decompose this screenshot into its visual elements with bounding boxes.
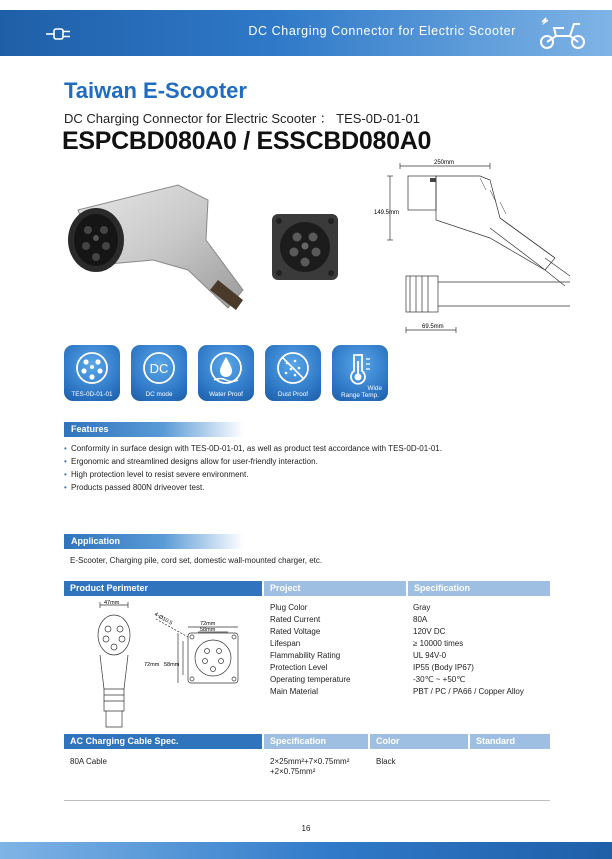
spec-value: 120V DC — [413, 627, 446, 636]
feature-label-dust: Dust Proof — [277, 391, 309, 398]
feature-item: • High protection level to resist severe environment. — [64, 468, 442, 481]
scooter-icon — [536, 14, 588, 50]
feature-icons — [64, 345, 388, 401]
dim-depth: 69.5mm — [422, 324, 444, 330]
spec-project: Plug Color — [270, 603, 308, 612]
spec-project: Lifespan — [270, 639, 301, 648]
features-heading: Features — [64, 422, 244, 437]
dim-perimeter-72: 72mm — [200, 621, 216, 627]
feature-icon-dust — [265, 345, 321, 401]
dim-perimeter-58b: 58mm — [164, 662, 180, 668]
brand-title: Taiwan E-Scooter — [64, 78, 247, 103]
feature-icon-dc — [131, 345, 187, 401]
plug-photo — [58, 160, 258, 310]
feature-label-water: Water Proof — [209, 391, 243, 398]
spec-values — [413, 602, 524, 698]
application-text: E-Scooter, Charging pile, cord set, domestic wall-mounted charger, etc. — [70, 556, 323, 565]
plug-icon — [44, 27, 74, 41]
cable-spec-line2: +2×0.75mm² — [270, 767, 316, 776]
spec-projects — [270, 602, 351, 698]
spec-project: Main Material — [270, 687, 319, 696]
feature-label-temp — [332, 385, 388, 399]
spec-col-project: Project — [264, 581, 406, 596]
divider — [64, 800, 550, 801]
spec-value: IP55 (Body IP67) — [413, 663, 474, 672]
cable-col-color: Color — [370, 734, 468, 749]
spec-value: ≥ 10000 times — [413, 639, 464, 648]
socket-photo — [270, 212, 340, 282]
spec-value: -30℃ ~ +50℃ — [413, 675, 466, 684]
header-band — [0, 10, 612, 56]
cable-spec-line1: 2×25mm²+7×0.75mm² — [270, 757, 350, 766]
cable-color: Black — [376, 757, 396, 766]
dim-perimeter-hole: 4-Ø10.5 — [153, 611, 174, 627]
dimension-drawing — [370, 158, 580, 338]
spec-value: 80A — [413, 615, 428, 624]
model-number: ESPCBD080A0 / ESSCBD080A0 — [62, 127, 432, 155]
spec-project: Rated Current — [270, 615, 321, 624]
spec-project: Protection Level — [270, 663, 328, 672]
application-heading: Application — [64, 534, 244, 549]
spec-col-specification: Specification — [408, 581, 550, 596]
feature-item: • Ergonomic and streamlined designs allow for user-friendly interaction. — [64, 455, 442, 468]
feature-icon-standard — [64, 345, 120, 401]
feature-label-dc: DC mode — [145, 391, 173, 398]
spec-project: Operating temperature — [270, 675, 351, 684]
feature-icon-water — [198, 345, 254, 401]
feature-label-temp-line1: Wide — [367, 385, 382, 392]
feature-icon-temp — [332, 345, 388, 401]
dim-perimeter-47: 47mm — [104, 600, 120, 606]
feature-label-standard: TES-0D-01-01 — [71, 391, 113, 398]
features-list — [64, 442, 442, 494]
cable-name: 80A Cable — [70, 757, 107, 766]
spec-col-perimeter: Product Perimeter — [64, 581, 262, 596]
dim-perimeter-72b: 72mm — [144, 662, 160, 668]
spec-project: Rated Voltage — [270, 627, 321, 636]
product-subtitle: DC Charging Connector for Electric Scooter ： TES-0D-01-01 — [64, 111, 420, 126]
cable-spec — [270, 757, 349, 777]
perimeter-drawing — [90, 599, 250, 734]
spec-value: Gray — [413, 603, 431, 612]
feature-item: • Products passed 800N driveover test. — [64, 481, 442, 494]
page-number: 16 — [301, 824, 311, 833]
feature-label-temp-line2: Range Temp. — [341, 392, 379, 399]
spec-project: Flammability Rating — [270, 651, 341, 660]
cable-col-spec-title: AC Charging Cable Spec. — [64, 734, 262, 749]
cable-col-standard: Standard — [470, 734, 550, 749]
svg-text:DC: DC — [149, 361, 169, 376]
spec-value: UL 94V-0 — [413, 651, 447, 660]
dim-perimeter-58: 58mm — [200, 627, 216, 633]
footer-band — [0, 842, 612, 859]
dim-width: 250mm — [433, 160, 455, 166]
dim-height: 149.5mm — [374, 210, 400, 216]
feature-item: • Conformity in surface design with TES-0D-01-01, as well as product test accordance with TES-0D-01-01. — [64, 442, 442, 455]
cable-col-specification: Specification — [264, 734, 368, 749]
spec-value: PBT / PC / PA66 / Copper Alloy — [413, 687, 524, 696]
header-title: DC Charging Connector for Electric Scooter — [248, 24, 516, 38]
